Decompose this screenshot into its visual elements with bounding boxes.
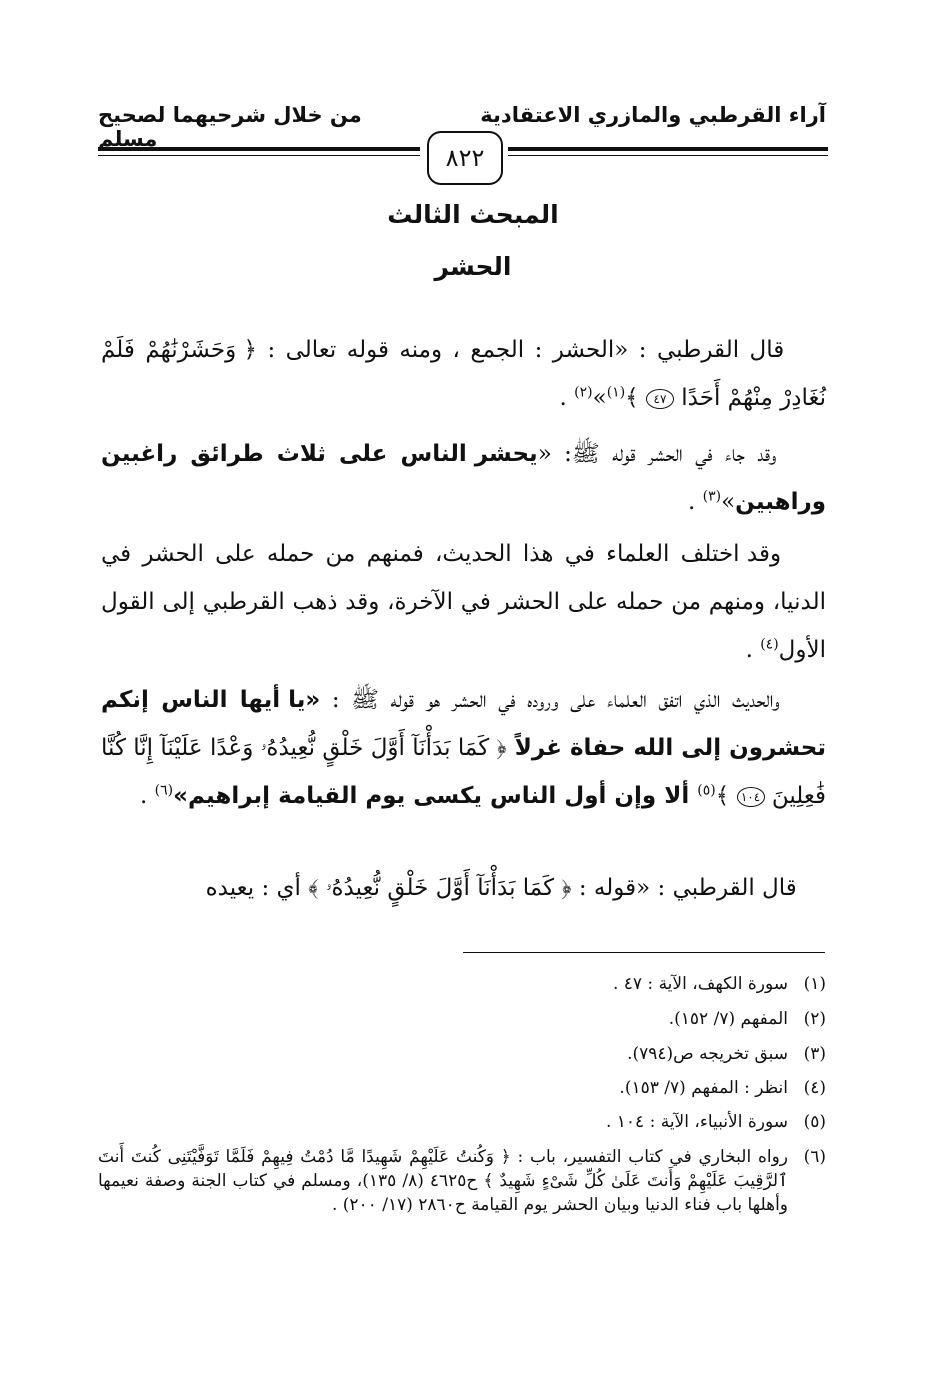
quote-close: » xyxy=(721,489,736,515)
running-title-right: آراء القرطبي والمازري الاعتقادية xyxy=(480,103,826,127)
quote-close: » xyxy=(592,385,607,411)
quran-close-bracket: ﴾ xyxy=(625,385,646,411)
section-title: المبحث الثالث xyxy=(387,200,559,229)
footnote-text: سورة الأنبياء، الآية : ١٠٤ . xyxy=(605,1112,788,1132)
footnote-ref-1[interactable]: (١) xyxy=(606,384,626,401)
footnote-text: المفهم (٧/ ١٥٢). xyxy=(668,1009,788,1029)
footnote-number: (٢) xyxy=(803,1009,826,1029)
footnote-3 xyxy=(96,1042,826,1066)
footnote-1 xyxy=(96,972,826,996)
footnote-4 xyxy=(96,1076,826,1100)
paragraph-1 xyxy=(101,326,826,422)
footnote-text: انظر : المفهم (٧/ ١٥٣). xyxy=(619,1078,788,1098)
ayah-number-marker: ١٠٤ xyxy=(737,787,765,807)
header-rule-right-thin xyxy=(508,155,828,156)
paragraph-5-end: أي : يعيده xyxy=(205,875,309,901)
section-subtitle: الحشر xyxy=(434,252,512,281)
paragraph-4-quran: ﴿ كَمَا بَدَأْنَآ أَوَّلَ خَلْقٍ نُّعِيدُهُۥ وَعْدًا عَلَيْنَآ إِنَّا كُنَّا فَٰعِلِينَ xyxy=(101,735,826,809)
footnote-number: (٤) xyxy=(803,1078,826,1098)
footnote-ref-3[interactable]: (٣) xyxy=(702,488,722,505)
paragraph-5-text: قال القرطبي : «قوله : xyxy=(571,875,797,901)
paragraph-5-quran: ﴿ كَمَا بَدَأْنَآ أَوَّلَ خَلْقٍ نُّعِيدُهُۥ ﴾ xyxy=(308,875,572,901)
footnote-6 xyxy=(96,1145,826,1217)
footnote-text: رواه البخاري في كتاب التفسير، باب : ﴿ وَكُنتُ عَلَيْهِمْ شَهِيدًا مَّا دُمْتُ فِيهِمْ فَلَمَّا تَوَفَّيْتَنِى كُنتَ أَنتَ ٱلرَّقِيبَ عَلَيْهِمْ وَأَنتَ عَلَىٰ كُلِّ شَىْءٍ شَهِيدٌ ﴾ ح٤٦٢٥ (٨/ ١٣٥)، ومسلم في كتاب الجنة وصفة نعيمها وأهلها باب فناء الدنيا وبيان الحشر يوم القيامة ح٢٨٦٠ (١٧/ ٢٠٠) . xyxy=(98,1147,788,1215)
paragraph-1-quran: ﴿ وَحَشَرْنَٰهُمْ فَلَمْ نُغَادِرْ مِنْهُمْ أَحَدًا xyxy=(101,337,826,411)
footnote-number: (١) xyxy=(803,974,826,994)
paragraph-5 xyxy=(101,864,826,912)
footnote-5 xyxy=(96,1110,826,1134)
ayah-number-marker: ٤٧ xyxy=(646,389,674,409)
footnote-number: (٥) xyxy=(803,1112,826,1132)
footnote-number: (٦) xyxy=(803,1147,826,1167)
sentence-end: . xyxy=(140,783,155,809)
footnote-text: سبق تخريجه ص(٧٩٤). xyxy=(627,1044,788,1064)
footnote-text: سورة الكهف، الآية : ٤٧ . xyxy=(612,974,788,994)
footnote-separator xyxy=(463,952,825,953)
paragraph-4-text: والحديث الذي اتفق العلماء على وروده في الحشر هو قوله ﷺ : xyxy=(331,687,780,713)
hadith-bold-text-2: ألا وإن أول الناس يكسى يوم القيامة إبراهيم» xyxy=(173,783,698,809)
paragraph-2 xyxy=(101,430,826,526)
paragraph-1-text: قال القرطبي : «الحشر : الجمع ، ومنه قوله تعالى : xyxy=(257,337,785,363)
page-number: ٨٢٢ xyxy=(427,131,503,185)
footnote-ref-2[interactable]: (٢) xyxy=(574,384,593,401)
header-rule-left-thin xyxy=(98,155,420,156)
quran-close-bracket: ﴾ xyxy=(715,783,737,809)
header-rule-left-thick xyxy=(98,147,420,151)
hadith-bold-text: يحشر الناس على ثلاث طرائق راغبين وراهبين xyxy=(101,441,826,515)
footnote-ref-6[interactable]: (٦) xyxy=(154,782,174,799)
footnote-ref-4[interactable]: (٤) xyxy=(760,636,779,653)
footnote-2 xyxy=(96,1007,826,1031)
hadith-bold-text: «يا أيها الناس إنكم تحشرون إلى الله حفاة غرلاً xyxy=(101,687,826,761)
paragraph-2-text: وقد جاء في الحشر قوله ﷺ: « xyxy=(537,441,777,467)
paragraph-4 xyxy=(101,676,826,820)
paragraph-3-text: وقد اختلف العلماء في هذا الحديث، فمنهم من حمله على الحشر في الدنيا، ومنهم من حمله على الحشر في الآخرة، وقد ذهب القرطبي إلى القول الأول xyxy=(101,541,826,663)
sentence-end: . xyxy=(745,637,761,663)
paragraph-3 xyxy=(101,530,826,674)
sentence-end: . xyxy=(559,385,575,411)
sentence-end: . xyxy=(687,489,703,515)
footnote-ref-5[interactable]: (٥) xyxy=(697,782,716,799)
running-title-left: من خلال شرحيهما لصحيح مسلم xyxy=(98,103,362,151)
footnote-number: (٣) xyxy=(803,1044,826,1064)
header-rule-right-thick xyxy=(508,147,828,151)
